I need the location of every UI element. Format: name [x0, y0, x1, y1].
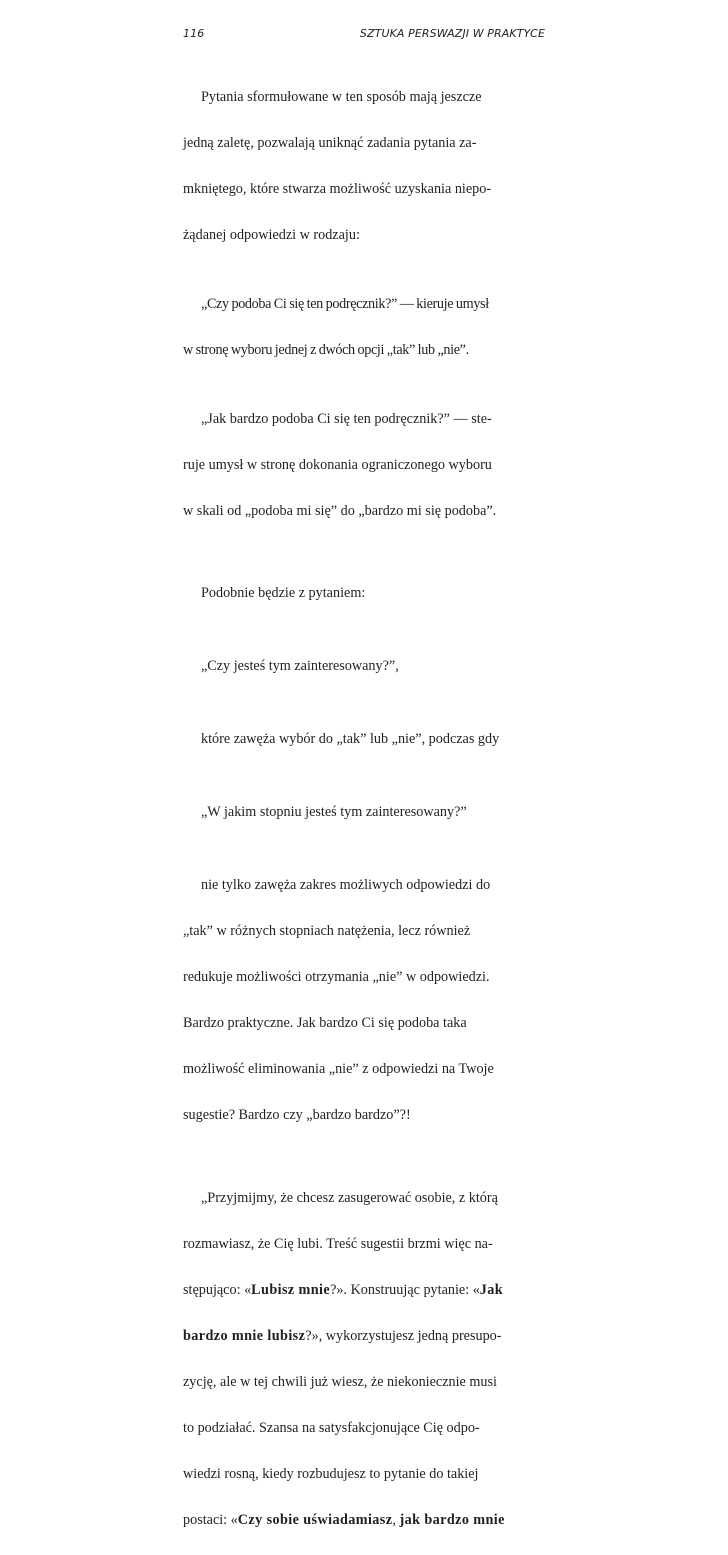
- text-line: jedną zaletę, pozwalają uniknąć zadania pytania za-: [183, 135, 477, 151]
- text-line: Pytania sformułowane w ten sposób mają jeszcze: [201, 89, 482, 105]
- paragraph-question-open: [183, 385, 545, 546]
- text-line: Bardzo praktyczne. Jak bardzo Ci się podoba taka: [183, 1015, 467, 1031]
- text-line: w skali od „podoba mi się” do „bardzo mi się podoba”.: [183, 503, 497, 519]
- text-line: „W jakim stopniu jesteś tym zainteresowany?”: [201, 804, 467, 820]
- text-line: „tak” w różnych stopniach natężenia, lecz również: [183, 923, 471, 939]
- text-line: możliwość eliminowania „nie” z odpowiedzi na Twoje: [183, 1061, 494, 1077]
- bold-phrase: bardzo mnie lubisz: [183, 1328, 306, 1344]
- paragraph-question-interest: [183, 632, 545, 701]
- text-segment: ,: [392, 1512, 400, 1528]
- text-line: to podziałać. Szansa na satysfakcjonujące Cię odpo-: [183, 1420, 480, 1436]
- paragraph-narrows: [183, 705, 545, 774]
- body-text: [183, 63, 545, 1555]
- text-line: „Przyjmijmy, że chcesz zasugerować osobie, z którą: [201, 1190, 498, 1206]
- paragraph-similarly: [183, 559, 545, 628]
- text-line: Podobnie będzie z pytaniem:: [201, 585, 366, 601]
- text-line: „Czy podoba Ci się ten podręcznik?” — kieruje umysł: [201, 296, 489, 312]
- text-line-mixed: [183, 1325, 545, 1348]
- text-line: „Czy jesteś tym zainteresowany?”,: [201, 658, 399, 674]
- text-segment: postaci: «: [183, 1512, 238, 1528]
- paragraph-question-closed: [183, 270, 545, 385]
- text-line: mkniętego, które stwarza możliwość uzyskania niepo-: [183, 181, 492, 197]
- book-page: [183, 27, 545, 1555]
- text-segment: ?», wykorzystujesz jedną presupo-: [305, 1328, 502, 1344]
- text-line-mixed: [183, 1509, 545, 1532]
- bold-phrase: Jak: [479, 1282, 504, 1298]
- text-line: nie tylko zawęża zakres możliwych odpowiedzi do: [201, 877, 491, 893]
- book-title: SZTUKA PERSWAZJI W PRAKTYCE: [359, 27, 545, 40]
- text-line: w stronę wyboru jednej z dwóch opcji „tak” lub „nie”.: [183, 342, 469, 358]
- page-number: 116: [183, 27, 205, 40]
- bold-phrase: jak bardzo mnie: [399, 1512, 505, 1528]
- text-line-mixed: [183, 1279, 545, 1302]
- bold-phrase: Lubisz mnie: [251, 1282, 331, 1298]
- bold-phrase: Czy sobie uświadamiasz: [237, 1512, 393, 1528]
- text-segment: ?». Konstruując pytanie: «: [330, 1282, 480, 1298]
- text-line: wiedzi rosną, kiedy rozbudujesz to pytanie do takiej: [183, 1466, 479, 1482]
- text-line: zycję, ale w tej chwili już wiesz, że niekoniecznie musi: [183, 1374, 497, 1390]
- paragraph-question-degree: [183, 778, 545, 847]
- running-header: [183, 27, 545, 49]
- text-line: rozmawiasz, że Cię lubi. Treść sugestii brzmi więc na-: [183, 1236, 493, 1252]
- text-line: ruje umysł w stronę dokonania ograniczonego wyboru: [183, 457, 492, 473]
- paragraph-explanation: [183, 851, 545, 1150]
- text-line: które zawęża wybór do „tak” lub „nie”, podczas gdy: [201, 731, 500, 747]
- text-line: redukuje możliwości otrzymania „nie” w odpowiedzi.: [183, 969, 490, 985]
- text-segment: stępująco: «: [183, 1282, 252, 1298]
- text-line: żądanej odpowiedzi w rodzaju:: [183, 227, 360, 243]
- text-line: sugestie? Bardzo czy „bardzo bardzo”?!: [183, 1107, 411, 1123]
- paragraph-intro: [183, 63, 545, 270]
- paragraph-quote: [183, 1164, 545, 1555]
- text-line: „Jak bardzo podoba Ci się ten podręcznik?” — ste-: [201, 411, 492, 427]
